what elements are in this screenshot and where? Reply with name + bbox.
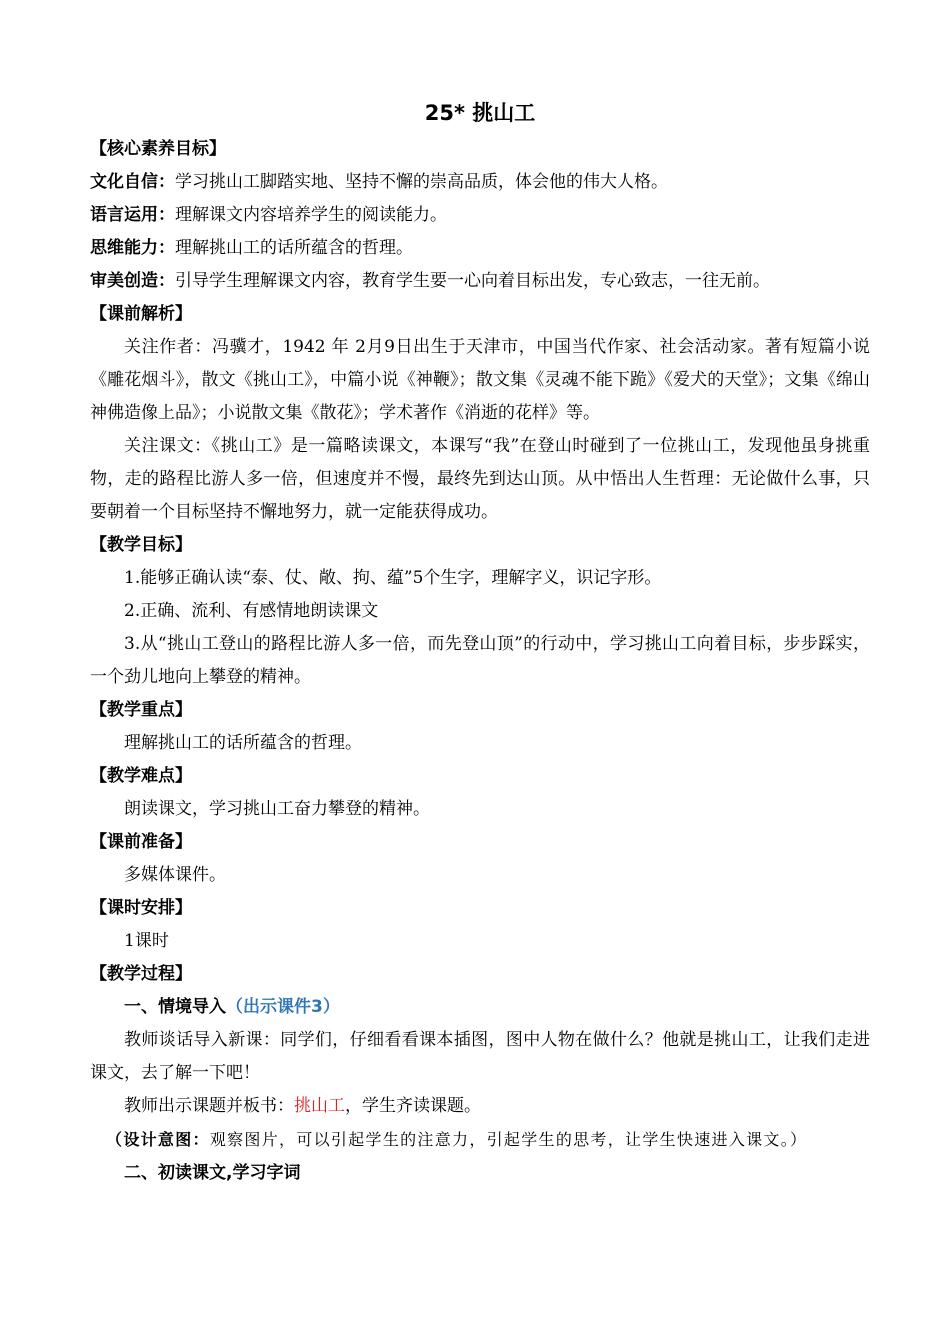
- schedule-text: 1课时: [124, 931, 169, 951]
- teaching-goal-item: 3.从“挑山工登山的路程比游人多一倍，而先登山顶”的行动中，学习挑山工向着目标，步步踩实，一个劲儿地向上攀登的精神。: [90, 634, 870, 687]
- heading-pre-analysis: 【课前解析】: [90, 304, 192, 324]
- board-title-red: 挑山工: [294, 1096, 345, 1116]
- heading-difficulties: 【教学难点】: [90, 766, 192, 786]
- core-goal-label: 审美创造：: [90, 271, 175, 291]
- heading-preparation: 【课前准备】: [90, 832, 192, 852]
- author-paragraph: 关注作者：冯骥才，1942 年 2月9日出生于天津市，中国当代作家、社会活动家。著有短篇小说《雕花烟斗》，散文《挑山工》，中篇小说《神鞭》；散文集《灵魂不能下跪》《爱犬的天堂》；文集《绵山神佛造像上品》；小说散文集《散花》；学术著作《消逝的花样》等。: [90, 337, 870, 423]
- teaching-goal-item: 2.正确、流利、有感情地朗读课文: [124, 601, 379, 621]
- step2-heading: [90, 1157, 870, 1190]
- design-open: （: [106, 1130, 124, 1149]
- heading-schedule: 【课时安排】: [90, 898, 192, 918]
- text-paragraph: 关注课文：《挑山工》是一篇略读课文，本课写“我”在登山时碰到了一位挑山工，发现他虽身挑重物，走的路程比游人多一倍，但速度并不慢，最终先到达山顶。从中悟出人生哲理：无论做什么事，只要朝着一个目标坚持不懈地努力，就一定能获得成功。: [90, 436, 870, 522]
- heading-key-points: 【教学重点】: [90, 700, 192, 720]
- heading-teaching-goals: 【教学目标】: [90, 535, 192, 555]
- design-intent: [90, 1125, 870, 1155]
- key-points-text: 理解挑山工的话所蕴含的哲理。: [124, 733, 362, 753]
- step1-title: 一、情境导入: [124, 997, 226, 1017]
- core-goal-label: 语言运用：: [90, 205, 175, 225]
- preparation-text: 多媒体课件。: [124, 865, 226, 885]
- step1-heading: [90, 991, 870, 1024]
- difficulties-text: 朗读课文，学习挑山工奋力攀登的精神。: [124, 799, 430, 819]
- heading-process: 【教学过程】: [90, 964, 192, 984]
- step1-paragraph: 教师谈话导入新课：同学们，仔细看看课本插图，图中人物在做什么？他就是挑山工，让我们走进课文，去了解一下吧！: [90, 1030, 870, 1083]
- core-goal-label: 思维能力：: [90, 238, 175, 258]
- core-goal-item: [90, 166, 870, 199]
- core-goal-label: 文化自信：: [90, 172, 175, 192]
- heading-core-goals: 【核心素养目标】: [90, 139, 226, 159]
- design-text: 观察图片，可以引起学生的注意力，引起学生的思考，让学生快速进入课文。）: [209, 1130, 808, 1149]
- core-goal-text: 引导学生理解课文内容，教育学生要一心向着目标出发，专心致志，一往无前。: [175, 271, 770, 291]
- step2-title: 二、初读课文,学习字词: [124, 1163, 301, 1183]
- core-goal-text: 理解课文内容培养学生的阅读能力。: [175, 205, 447, 225]
- core-goal-text: 学习挑山工脚踏实地、坚持不懈的崇高品质，体会他的伟大人格。: [175, 172, 668, 192]
- core-goal-item: [90, 232, 870, 265]
- courseware-note: （出示课件3）: [226, 997, 340, 1017]
- design-label: 设计意图：: [123, 1130, 210, 1149]
- core-goal-item: [90, 199, 870, 232]
- core-goal-text: 理解挑山工的话所蕴含的哲理。: [175, 238, 413, 258]
- board-text-before: 教师出示课题并板书：: [124, 1096, 294, 1116]
- board-text-after: ，学生齐读课题。: [345, 1096, 481, 1116]
- document-title: 25* 挑山工: [424, 101, 536, 125]
- document-page: [90, 96, 870, 1190]
- step1-board-paragraph: [90, 1090, 870, 1123]
- teaching-goal-item: 1.能够正确认读“泰、仗、敞、拘、蕴”5个生字，理解字义，识记字形。: [124, 568, 662, 588]
- core-goal-item: [90, 265, 870, 298]
